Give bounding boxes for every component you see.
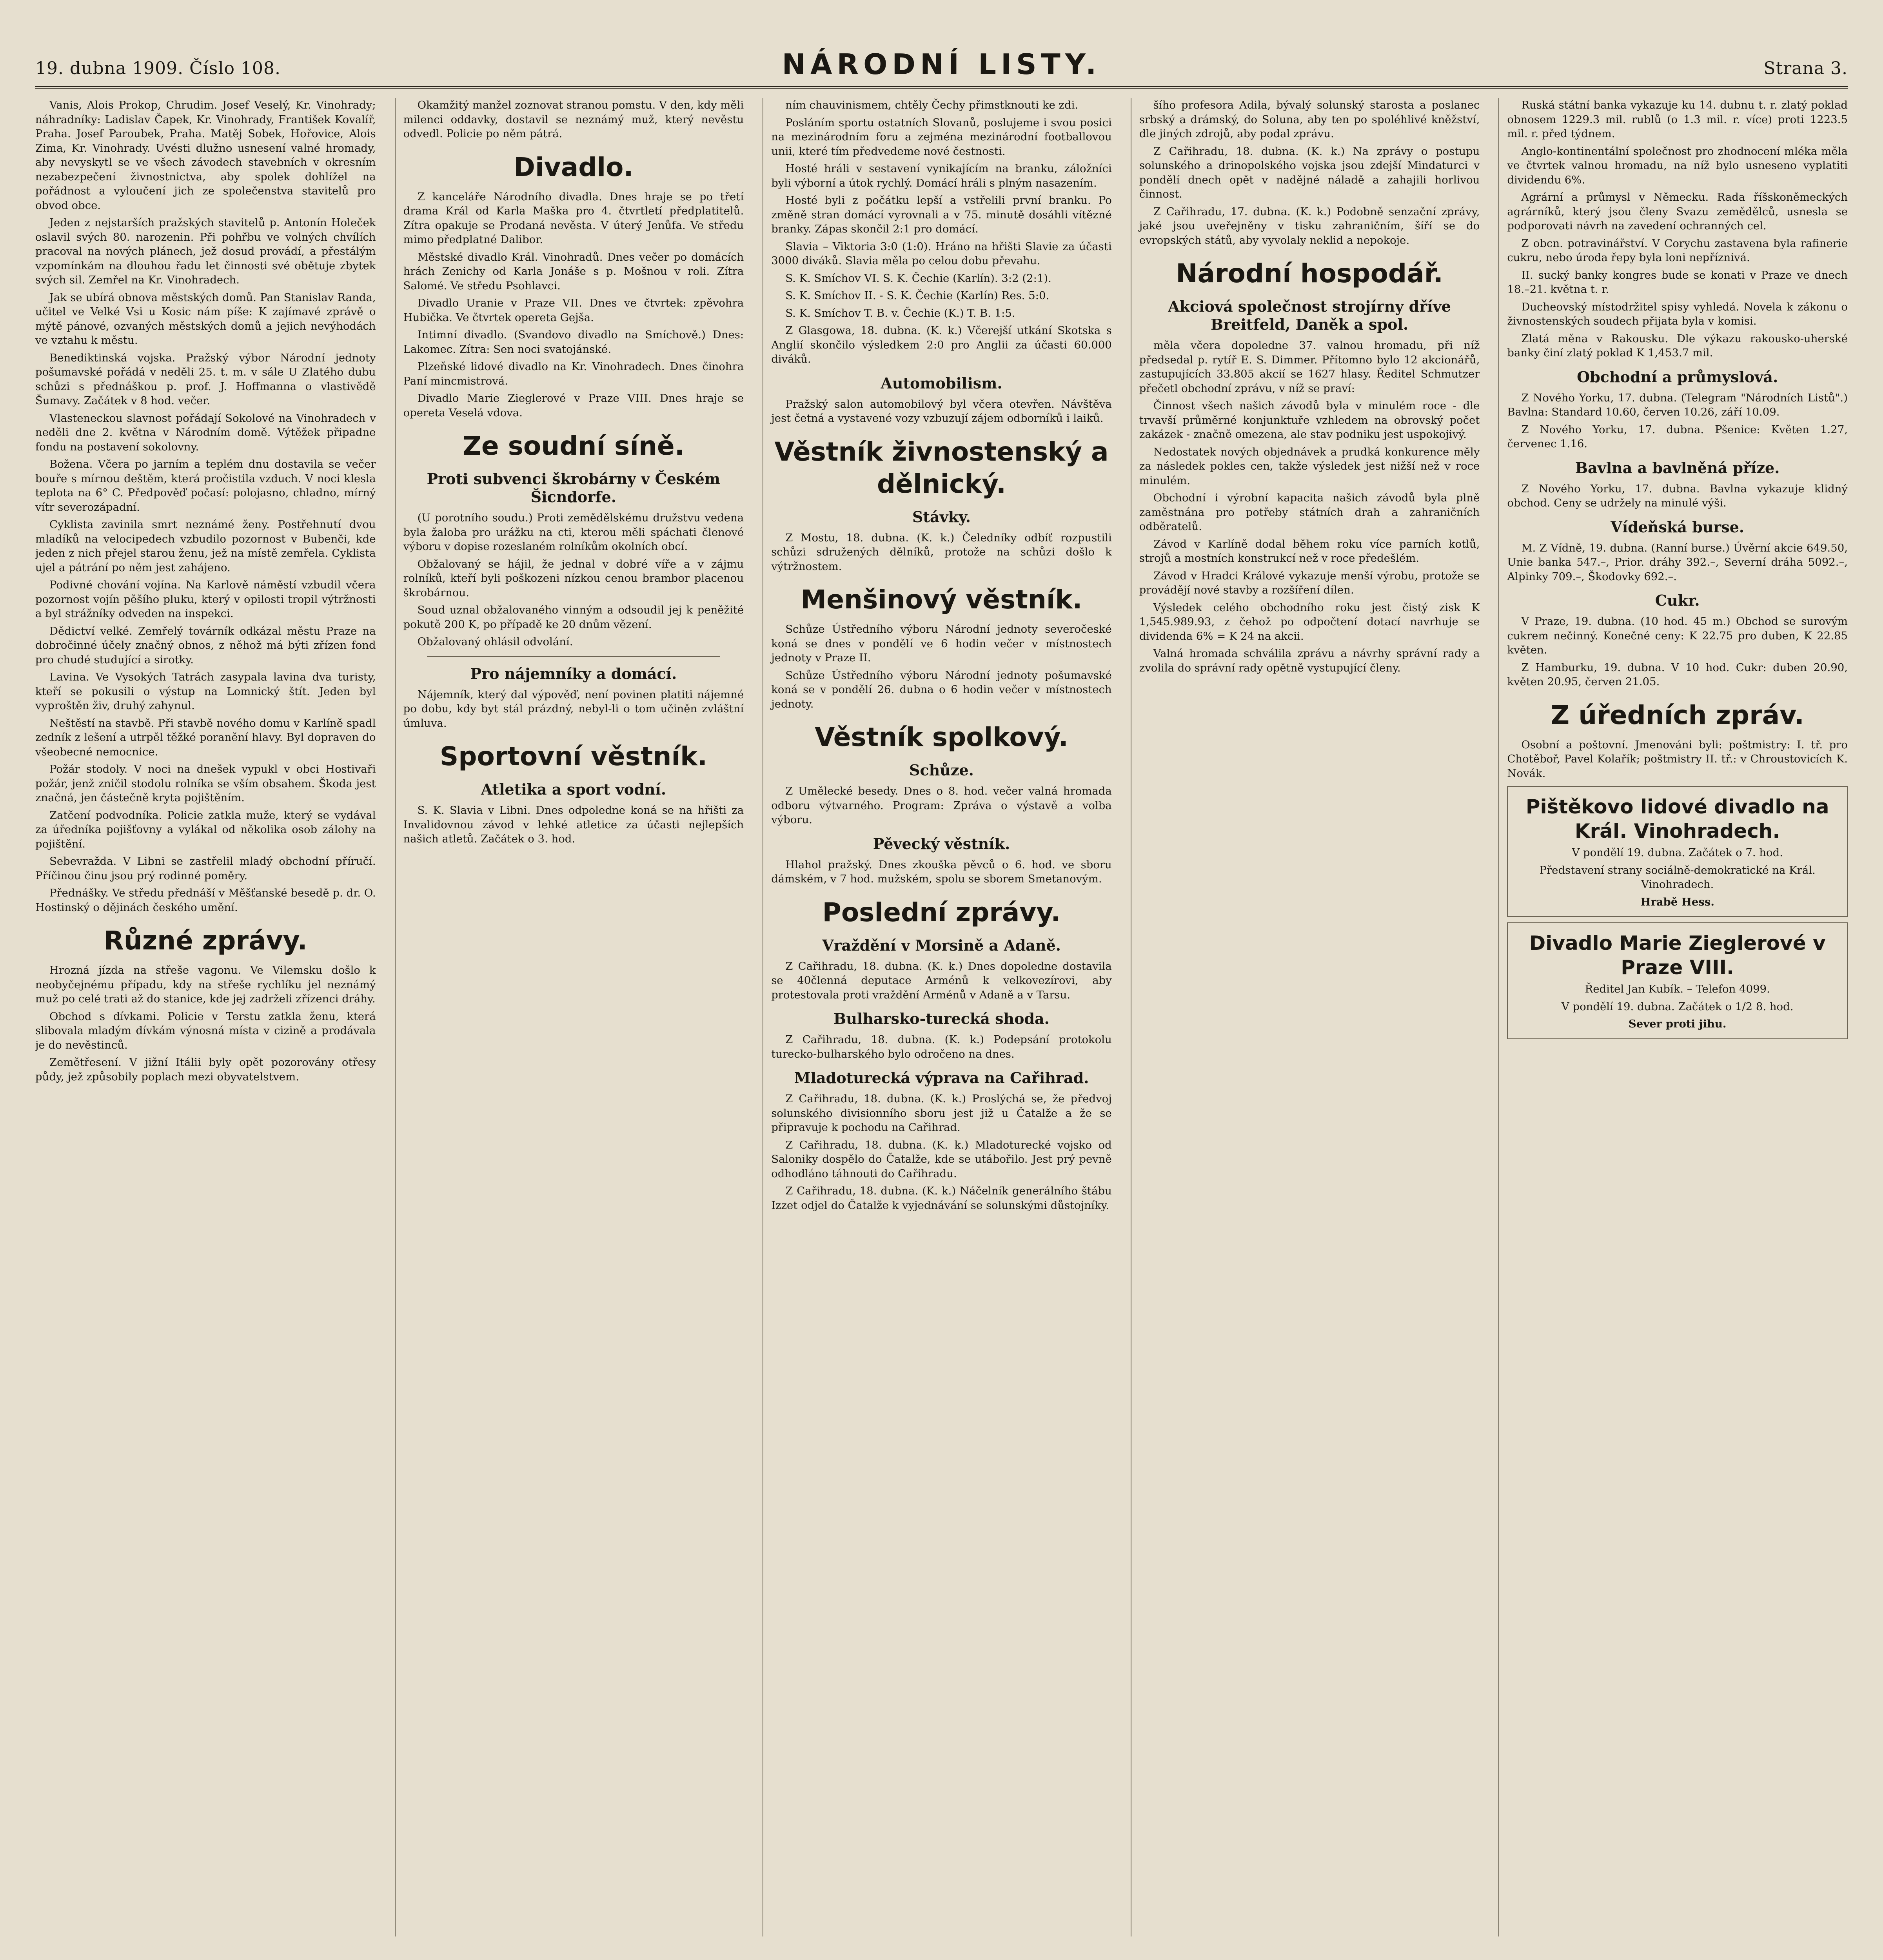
article-paragraph: Ruská státní banka vykazuje ku 14. dubnu t. r. zlatý poklad obnosem 1229.3 mil. rublů (o 1.3 mil. r. více) proti 1223.5 mil. r. před týdnem. <box>1507 99 1848 140</box>
ad-line: Sever proti jihu. <box>1628 1018 1727 1030</box>
article-paragraph: Vlasteneckou slavnost pořádají Sokolové na Vinohradech v neděli dne 2. května v Národním domě. Výtěžek připadne fondu na postavení sokolovny. <box>35 412 376 453</box>
newspaper-title: NÁRODNÍ LISTY. <box>782 48 1101 81</box>
section-heading-ruzne-zpravy: Různé zprávy. <box>104 926 307 956</box>
article-paragraph: Zatčení podvodníka. Policie zatkla muže, který se vydával za úředníka pojišťovny a vylákal od několika osob zálohy na pojištění. <box>35 809 376 850</box>
article-paragraph: Plzeňské lidové divadlo na Kr. Vinohradech. Dnes činohra Paní mincmistrová. <box>403 360 744 387</box>
ad-line: Představení strany sociálně-demokratické na Král. Vinohradech. <box>1539 864 1816 891</box>
article-paragraph: Soud uznal obžalovaného vinným a odsoudil jej k peněžité pokutě 200 K, po případě ke 20 dnům vězení. <box>403 604 744 631</box>
article-paragraph: S. K. Slavia v Libni. Dnes odpoledne koná se na hřišti za Invalidovnou závod v lehké atletice za účasti nejlepších našich atletů. Začátek o 3. hod. <box>403 804 744 845</box>
article-paragraph: Božena. Včera po jarním a teplém dnu dostavila se večer bouře s mírnou deštěm, která pročistila vzduch. V noci klesla teplota na 6° C. Předpověď počasí: polojasno, chladno, mírný vítr severozápadní. <box>35 458 376 514</box>
section-heading-obchodni: Obchodní a průmyslová. <box>1577 368 1778 386</box>
section-heading-najemnici: Pro nájemníky a domácí. <box>470 664 677 682</box>
article-paragraph: Hrozná jízda na střeše vagonu. Ve Vilemsku došlo k neobyčejnému případu, kdy na střeše rychlíku jel neznámý muž po celé trati až do stanice, kde jej zadrželi zřízenci dráhy. <box>35 964 376 1005</box>
article-paragraph: Přednášky. Ve středu přednáší v Měšťanské besedě p. dr. O. Hostinský o dějinách českého umění. <box>35 887 376 914</box>
page-number: Strana 3. <box>1763 58 1848 78</box>
article-paragraph: Z Umělecké besedy. Dnes o 8. hod. večer valná hromada odboru výtvarného. Program: Zpráva o výstavě a volba výboru. <box>771 785 1112 826</box>
ad-title: Pištěkovo lidové divadlo na Král. Vinohradech. <box>1525 795 1829 842</box>
article-paragraph: měla včera dopoledne 37. valnou hromadu, při níž předsedal p. rytíř E. S. Dimmer. Přítomno bylo 12 akcionářů, zastupujících 33.805 akcií se 1627 hlasy. Ředitel Schmutzer přečetl obchodní zprávu, v níž se praví: <box>1139 339 1480 395</box>
article-paragraph: S. K. Smíchov VI. S. K. Čechie (Karlín). 3:2 (2:1). <box>785 272 1051 285</box>
article-paragraph: Hosté byli z počátku lepší a vstřelili první branku. Po změně stran domácí vyrovnali a v 75. minutě dosáhli vítězné branky. Zápas skončil 2:1 pro domácí. <box>771 194 1112 235</box>
article-paragraph: Zemětřesení. V jižní Itálii byly opět pozorovány otřesy půdy, jež způsobily poplach mezi obyvatelstvem. <box>35 1056 376 1083</box>
article-paragraph: Nedostatek nových objednávek a prudká konkurence měly za následek pokles cen, takže výsledek jest nižší než v roce minulém. <box>1139 445 1480 487</box>
theatre-advertisement <box>1507 922 1848 1039</box>
article-headline: Vraždění v Morsině a Adaně. <box>822 936 1061 954</box>
article-paragraph: Z Cařihradu, 18. dubna. (K. k.) Podepsání protokolu turecko-bulharského bylo odročeno na dnes. <box>771 1033 1112 1060</box>
article-paragraph: Cyklista zavinila smrt neznámé ženy. Postřehnutí dvou mladíků na velocipedech vzbudilo pozornost v Bubenči, kde jeden z nich přejel starou ženu, jež na místě zemřela. Cyklista ujel a pátrání po něm jest zahájeno. <box>35 518 376 574</box>
article-paragraph: Z Cařihradu, 18. dubna. (K. k.) Mladoturecké vojsko od Saloniky dospělo do Čatalže, kde se utábořilo. Jest prý pevně odhodláno táhnouti do Cařihradu. <box>771 1138 1112 1180</box>
article-paragraph: Z Cařihradu, 18. dubna. (K. k.) Dnes dopoledne dostavila se 40členná deputace Arménů k velkovezírovi, aby protestovala proti vraždění Arménů v Adaně a v Tarsu. <box>771 960 1112 1001</box>
article-headline: Mladoturecká výprava na Cařihrad. <box>794 1069 1089 1087</box>
article-paragraph: S. K. Smíchov II. - S. K. Čechie (Karlín) Res. 5:0. <box>785 289 1050 302</box>
ad-line: V pondělí 19. dubna. Začátek o 7. hod. <box>1572 846 1783 859</box>
article-paragraph: Městské divadlo Král. Vinohradů. Dnes večer po domácích hrách Zenichy od Karla Jonáše s p. Mošnou v roli. Zítra Salomé. Ve středu Psohlavci. <box>403 250 744 292</box>
article-paragraph: Obžalovaný ohlásil odvolání. <box>417 635 573 648</box>
article-paragraph: Hlahol pražský. Dnes zkouška pěvců o 6. hod. ve sboru dámském, v 7 hod. mužském, spolu se sborem Smetanovým. <box>771 858 1112 885</box>
section-heading-automobilism: Automobilism. <box>881 374 1002 392</box>
article-paragraph: Agrární a průmysl v Německu. Rada říšskoněmeckých agrárníků, který jsou členy Svazu zemědělců, usnesla se podporovati návrh na zavedení ochranných cel. <box>1507 191 1848 232</box>
article-paragraph: Ducheovský místodržitel spisy vyhledá. Novela k zákonu o živnostenských soudech přijata byla v komisi. <box>1507 300 1848 327</box>
issue-date: 19. dubna 1909. Číslo 108. <box>35 58 281 78</box>
section-heading-vestnik-zivnostensky: Věstník živnostenský a dělnický. <box>774 436 1109 499</box>
section-heading-videnska-burse: Vídeňská burse. <box>1611 518 1745 536</box>
divider <box>427 656 721 657</box>
section-heading-cukr: Cukr. <box>1655 592 1700 609</box>
column-1 <box>35 98 376 1936</box>
article-paragraph: Obchod s dívkami. Policie v Terstu zatkla ženu, která slibovala mladým dívkám výnosná místa v cizině a prodávala je do nevěstinců. <box>35 1010 376 1051</box>
article-paragraph: Z obcn. potravinářství. V Corychu zastavena byla rafinerie cukru, nebo úroda řepy byla loni nepříznivá. <box>1507 237 1848 264</box>
article-paragraph: Z Cařihradu, 18. dubna. (K. k.) Náčelník generálního štábu Izzet odjel do Čatalže k vyjednávání se solunskými důstojníky. <box>771 1185 1112 1212</box>
section-heading-sportovni-vestnik: Sportovní věstník. <box>439 741 708 771</box>
section-heading-narodni-hospodar: Národní hospodář. <box>1176 258 1443 289</box>
article-paragraph: Z Cařihradu, 18. dubna. (K. k.) Proslýchá se, že předvoj solunského divisionního sboru jest již u Čatalže a že se připravuje k pochodu na Cařihrad. <box>771 1093 1112 1134</box>
article-paragraph: Schůze Ústředního výboru Národní jednoty pošumavské koná se v pondělí 26. dubna o 6 hodin večer v místnostech jednoty. <box>771 669 1112 710</box>
article-paragraph: Pražský salon automobilový byl včera otevřen. Návštěva jest četná a vystavené vozy vzbuzují zájem odborníků i laiků. <box>771 397 1112 425</box>
section-heading-soudni-sin: Ze soudní síně. <box>463 431 685 461</box>
article-paragraph: Intimní divadlo. (Svandovo divadlo na Smíchově.) Dnes: Lakomec. Zítra: Sen noci svatojánské. <box>403 328 744 356</box>
article-headline: Bulharsko-turecká shoda. <box>833 1010 1050 1027</box>
article-headline: Stávky. <box>912 508 971 526</box>
section-heading-divadlo: Divadlo. <box>514 152 634 182</box>
article-paragraph: Divadlo Marie Zieglerové v Praze VIII. Dnes hraje se opereta Veselá vdova. <box>403 392 744 419</box>
article-headline: Akciová společnost strojírny dříve Breitfeld, Daněk a spol. <box>1168 298 1451 333</box>
article-paragraph: Obžalovaný se hájil, že jednal v dobré víře a v zájmu rolníků, kteří byli poškozeni nízkou cenou brambor placenou škrobárnou. <box>403 557 744 599</box>
ad-line: V pondělí 19. dubna. Začátek o 1/2 8. hod. <box>1561 1000 1794 1013</box>
column-3 <box>763 98 1112 1936</box>
column-4 <box>1131 98 1480 1936</box>
article-paragraph: Okamžitý manžel zoznovat stranou pomstu. V den, kdy měli milenci oddavky, dostavil se neznámý muž, který nevěstu odvedl. Policie po něm pátrá. <box>403 99 744 140</box>
article-paragraph: Nájemník, který dal výpověď, není povinen platiti nájemné po dobu, kdy byt stál prázdný, nebyl-li o tom učiněn zvláštní úmluva. <box>403 688 744 730</box>
ad-line: Ředitel Jan Kubík. – Telefon 4099. <box>1585 983 1770 995</box>
ad-title: Divadlo Marie Zieglerové v Praze VIII. <box>1529 932 1826 979</box>
article-paragraph: Zlatá měna v Rakousku. Dle výkazu rakousko-uherské banky činí zlatý poklad K 1,453.7 mil. <box>1507 332 1848 359</box>
section-heading-uredni-zpravy: Z úředních zpráv. <box>1551 700 1804 730</box>
section-heading-posledni-zpravy: Poslední zprávy. <box>822 897 1061 927</box>
article-paragraph: II. sucký banky kongres bude se konati v Praze ve dnech 18.–21. května t. r. <box>1507 269 1848 296</box>
article-paragraph: Z kanceláře Národního divadla. Dnes hraje se po třetí drama Král od Karla Maška pro 4. čtvrtletí předplatitelů. Zítra opakuje se Prodaná nevěsta. V úterý Jenůfa. Ve středu mimo předplatné Dalibor. <box>403 190 744 246</box>
ad-line: Hrabě Hess. <box>1640 895 1714 908</box>
article-paragraph: Podivné chování vojína. Na Karlově náměstí vzbudil včera pozornost vojín pěšího pluku, který v opilosti tropil výtržnosti a byl strážníky odveden na inspekci. <box>35 579 376 620</box>
article-paragraph: Jak se ubírá obnova městských domů. Pan Stanislav Randa, učitel ve Velké Vsi u Kosic nám píše: K zajímavé zprávě o mýtě pánové, ozvaných městských domů a jejich nevýhodách ve vztahu k městu. <box>35 291 376 347</box>
article-paragraph: Požár stodoly. V noci na dnešek vypukl v obci Hostivaři požár, jenž zničil stodolu rolníka se vším obsahem. Škoda jest značná, jen částečně kryta pojištěním. <box>35 763 376 804</box>
article-paragraph: ním chauvinismem, chtěly Čechy přimstknouti ke zdi. <box>785 99 1079 111</box>
article-headline: Pěvecký věstník. <box>873 835 1010 853</box>
article-paragraph: Jeden z nejstarších pražských stavitelů p. Antonín Holeček oslavil svých 80. narozenin. Při pohřbu ve volných chvílích pracoval na nových plánech, jež dosud provádí, a přestálým vzpomínkám na dlouhou řadu let činnosti své obětuje zbytek svých sil. Zemřel na Kr. Vinohradech. <box>35 216 376 286</box>
article-paragraph: M. Z Vídně, 19. dubna. (Ranní burse.) Úvěrní akcie 649.50, Unie banka 547.–, Prior. dráhy 392.–, Severní dráha 5092.–, Alpinky 709.–, Škodovky 692.–. <box>1507 541 1848 583</box>
column-2 <box>395 98 744 1936</box>
masthead <box>35 27 1848 89</box>
article-paragraph: Z Cařihradu, 18. dubna. (K. k.) Na zprávy o postupu solunského a drinopolského vojska jsou zdejší Mindaturci v pondělí dnech opět v nadějné náladě a zahajili horlivou činnost. <box>1139 145 1480 200</box>
theatre-advertisement <box>1507 786 1848 917</box>
article-paragraph: Závod v Karlíně dodal během roku více parních kotlů, strojů a mostních konstrukcí než v roce předešlém. <box>1139 537 1480 564</box>
article-headline: Proti subvenci škrobárny v Českém Šicndorfe. <box>427 470 721 506</box>
section-heading-bavlna: Bavlna a bavlněná příze. <box>1575 459 1780 477</box>
article-paragraph: Závod v Hradci Králové vykazuje menší výrobu, protože se provádějí nové stavby a rozšíření dílen. <box>1139 569 1480 596</box>
article-paragraph: Z Nového Yorku, 17. dubna. Bavlna vykazuje klidný obchod. Ceny se udržely na minulé výši. <box>1507 482 1848 509</box>
article-paragraph: Z Cařihradu, 17. dubna. (K. k.) Podobně senzační zprávy, jaké jsou uveřejněny v tisku zahraničním, šíří se do evropských států, aby vyvolaly neklid a nepokoje. <box>1139 205 1480 247</box>
article-paragraph: Z Hamburku, 19. dubna. V 10 hod. Cukr: duben 20.90, květen 20.95, červen 21.05. <box>1507 661 1848 688</box>
article-paragraph: Činnost všech našich závodů byla v minulém roce - dle trvavší průměrné konjunktuře vzhledem na obrovský počet zakázek - značně omezena, ale stav podniku jest uspokojivý. <box>1139 399 1480 441</box>
article-paragraph: Posláním sportu ostatních Slovanů, poslujeme i svou posici na mezinárodním foru a zejména mezinárodní footballovou unii, které tím předvedeme nové čestnosti. <box>771 116 1112 158</box>
article-paragraph: (U porotního soudu.) Proti zemědělskému družstvu vedena byla žaloba pro urážku na cti, kterou měli spáchati členové výboru v dopise rozeslaném rolníkům okolních obcí. <box>403 512 744 553</box>
article-paragraph: Z Mostu, 18. dubna. (K. k.) Čeledníky odbíť rozpustili schůzi sdružených dělníků, protože na schůzi došlo k výtržnostem. <box>771 531 1112 573</box>
article-paragraph: Vanis, Alois Prokop, Chrudim. Josef Veselý, Kr. Vinohrady; náhradníky: Ladislav Čapek, Kr. Vinohrady, František Kovalíř, Praha. Josef Paroubek, Praha. Matěj Sobek, Hořovice, Alois Zima, Kr. Vinohrady. Uvésti dlužno usnesení valné hromady, aby nevyskytl se ve všech závodech stavebních v okresním nezabezpečení živnostnictva, aby spolek dohlížel na pořádnost a vyloučení jich ze společenstva stavitelů pro obvod obce. <box>35 99 376 212</box>
section-heading-vestnik-spolkovy: Věstník spolkový. <box>815 722 1068 752</box>
article-paragraph: Lavina. Ve Vysokých Tatrách zasypala lavina dva turisty, kteří se pokusili o výstup na Lomnický štít. Jeden byl vyproštěn živ, druhý zahynul. <box>35 671 376 712</box>
article-paragraph: Dědictví velké. Zemřelý továrník odkázal městu Praze na dobročinné účely značný obnos, z něhož má býti zřízen fond pro chudé studující a sirotky. <box>35 624 376 666</box>
article-paragraph: Benediktinská vojska. Pražský výbor Národní jednoty pošumavské pořádá v neděli 25. t. m. v sále U Zlatého dubu schůzi s přednáškou p. prof. J. Hoffmanna o vlastivědě Šumavy. Začátek v 8 hod. večer. <box>35 351 376 407</box>
article-paragraph: Výsledek celého obchodního roku jest čistý zisk K 1,545.989.93, z čehož po odpočtení dotací navrhuje se dividenda 6% = K 24 na akcii. <box>1139 601 1480 642</box>
article-paragraph: Osobní a poštovní. Jmenováni byli: poštmistry: I. tř. pro Chotěboř, Pavel Kolařík; poštmistry II. tř.: v Chroustovicích K. Novák. <box>1507 738 1848 780</box>
article-paragraph: Slavia – Viktoria 3:0 (1:0). Hráno na hřišti Slavie za účasti 3000 diváků. Slavia měla po celou dobu převahu. <box>771 240 1112 267</box>
article-paragraph: Neštěstí na stavbě. Při stavbě nového domu v Karlíně spadl zedník z lešení a utrpěl těžké poranění hlavy. Byl dopraven do všeobecné nemocnice. <box>35 717 376 758</box>
article-paragraph: Z Nového Yorku, 17. dubna. Pšenice: Květen 1.27, červenec 1.16. <box>1507 423 1848 450</box>
article-paragraph: Valná hromada schválila zprávu a návrhy správní rady a zvolila do správní rady opětně vystupující členy. <box>1139 647 1480 674</box>
columns <box>35 98 1848 1936</box>
article-headline: Schůze. <box>909 761 974 779</box>
article-paragraph: Sebevražda. V Libni se zastřelil mladý obchodní příručí. Příčinou činu jsou prý rodinné poměry. <box>35 855 376 882</box>
article-headline: Atletika a sport vodní. <box>481 780 666 798</box>
section-heading-mensinovy-vestnik: Menšinový věstník. <box>801 584 1082 615</box>
article-paragraph: Z Glasgowa, 18. dubna. (K. k.) Včerejší utkání Skotska s Anglií skončilo výsledkem 2:0 pro Anglii za účasti 60.000 diváků. <box>771 324 1112 365</box>
article-paragraph: Obchodní i výrobní kapacita našich závodů byla plně zaměstnána pro potřeby státních drah a zahraničních odběratelů. <box>1139 492 1480 533</box>
article-paragraph: Z Nového Yorku, 17. dubna. (Telegram "Národních Listů".) Bavlna: Standard 10.60, červen 10.26, září 10.09. <box>1507 391 1848 418</box>
article-paragraph: Divadlo Uranie v Praze VII. Dnes ve čtvrtek: zpěvohra Hubička. Ve čtvrtek opereta Gejša. <box>403 297 744 324</box>
article-paragraph: šího profesora Adila, bývalý solunský starosta a poslanec srbský a drámský, do Soluna, aby ten po spoléhlivé kněžství, dle jiných zdrojů, aby podal zprávu. <box>1139 99 1480 140</box>
article-paragraph: Hosté hráli v sestavení vynikajícím na branku, záložníci byli výborní a útok rychlý. Domácí hráli s plným nasazením. <box>771 162 1112 189</box>
column-5 <box>1498 98 1848 1936</box>
article-paragraph: S. K. Smíchov T. B. v. Čechie (K.) T. B. 1:5. <box>785 307 1015 319</box>
article-paragraph: Schůze Ústředního výboru Národní jednoty severočeské koná se dnes v pondělí ve 6 hodin večer v místnostech jednoty v Praze II. <box>771 623 1112 664</box>
article-paragraph: V Praze, 19. dubna. (10 hod. 45 m.) Obchod se surovým cukrem nečinný. Konečné ceny: K 22.75 pro duben, K 22.85 květen. <box>1507 615 1848 656</box>
article-paragraph: Anglo-kontinentální společnost pro zhodnocení mléka měla ve čtvrtek valnou hromadu, na níž bylo usneseno vyplatiti dividendu 6%. <box>1507 145 1848 186</box>
